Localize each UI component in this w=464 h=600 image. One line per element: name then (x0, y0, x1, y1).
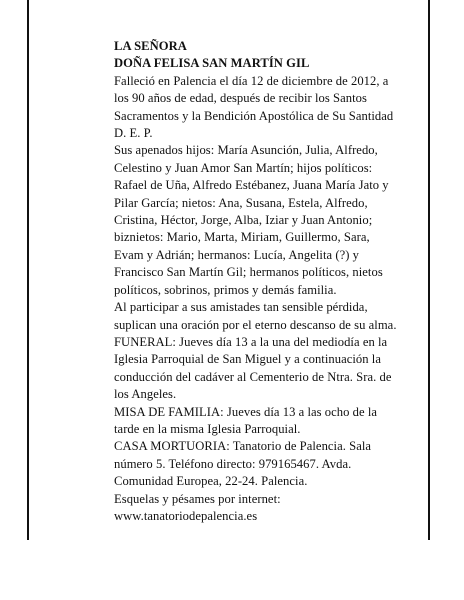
body-line: número 5. Teléfono directo: 979165467. Avda. (114, 456, 352, 471)
body-line: los Angeles. (114, 387, 177, 402)
body-line: Comunidad Europea, 22-24. Palencia. (114, 474, 308, 489)
obituary-body (114, 73, 426, 526)
body-line: tarde en la misma Iglesia Parroquial. (114, 421, 301, 436)
body-line: Celestino y Juan Amor San Martín; hijos políticos: (114, 160, 373, 175)
body-line: Pilar García; nietos: Ana, Susana, Estela, Alfredo, (114, 195, 368, 210)
body-line: Evam y Adrián; hermanos: Lucía, Angelita (?) y (114, 247, 360, 262)
body-line: biznietos: Mario, Marta, Miriam, Guillermo, Sara, (114, 230, 370, 245)
body-line: Sacramentos y la Bendición Apostólica de Su Santidad (114, 108, 394, 123)
body-line: Esquelas y pésames por internet: (114, 491, 281, 506)
obituary-notice (114, 38, 426, 525)
body-line: D. E. P. (114, 126, 153, 141)
body-line: Sus apenados hijos: María Asunción, Julia, Alfredo, (114, 143, 378, 158)
body-line: los 90 años de edad, después de recibir los Santos (114, 91, 367, 106)
body-line: CASA MORTUORIA: Tanatorio de Palencia. Sala (114, 439, 372, 454)
body-line: Cristina, Héctor, Jorge, Alba, Iziar y Juan Antonio; (114, 213, 373, 228)
body-line: FUNERAL: Jueves día 13 a la una del mediodía en la (114, 334, 388, 349)
body-line: conducción del cadáver al Cementerio de Ntra. Sra. de (114, 369, 392, 384)
body-line: Rafael de Uña, Alfredo Estébanez, Juana María Jato y (114, 178, 389, 193)
body-line: suplican una oración por el eterno descanso de su alma. (114, 317, 397, 332)
body-line[interactable]: www.tanatoriodepalencia.es (114, 508, 258, 523)
body-line: políticos, sobrinos, primos y demás familia. (114, 282, 337, 297)
body-line: Al participar a sus amistades tan sensible pérdida, (114, 300, 368, 315)
deceased-name: DOÑA FELISA SAN MARTÍN GIL (114, 56, 310, 71)
body-line: MISA DE FAMILIA: Jueves día 13 a las ocho de la (114, 404, 378, 419)
body-line: Iglesia Parroquial de San Miguel y a continuación la (114, 352, 381, 367)
right-border-rule (428, 0, 430, 540)
left-border-rule (27, 0, 29, 540)
body-line: Francisco San Martín Gil; hermanos políticos, nietos (114, 265, 383, 280)
body-line: Falleció en Palencia el día 12 de diciembre de 2012, a (114, 73, 389, 88)
header-title: LA SEÑORA (114, 39, 187, 53)
